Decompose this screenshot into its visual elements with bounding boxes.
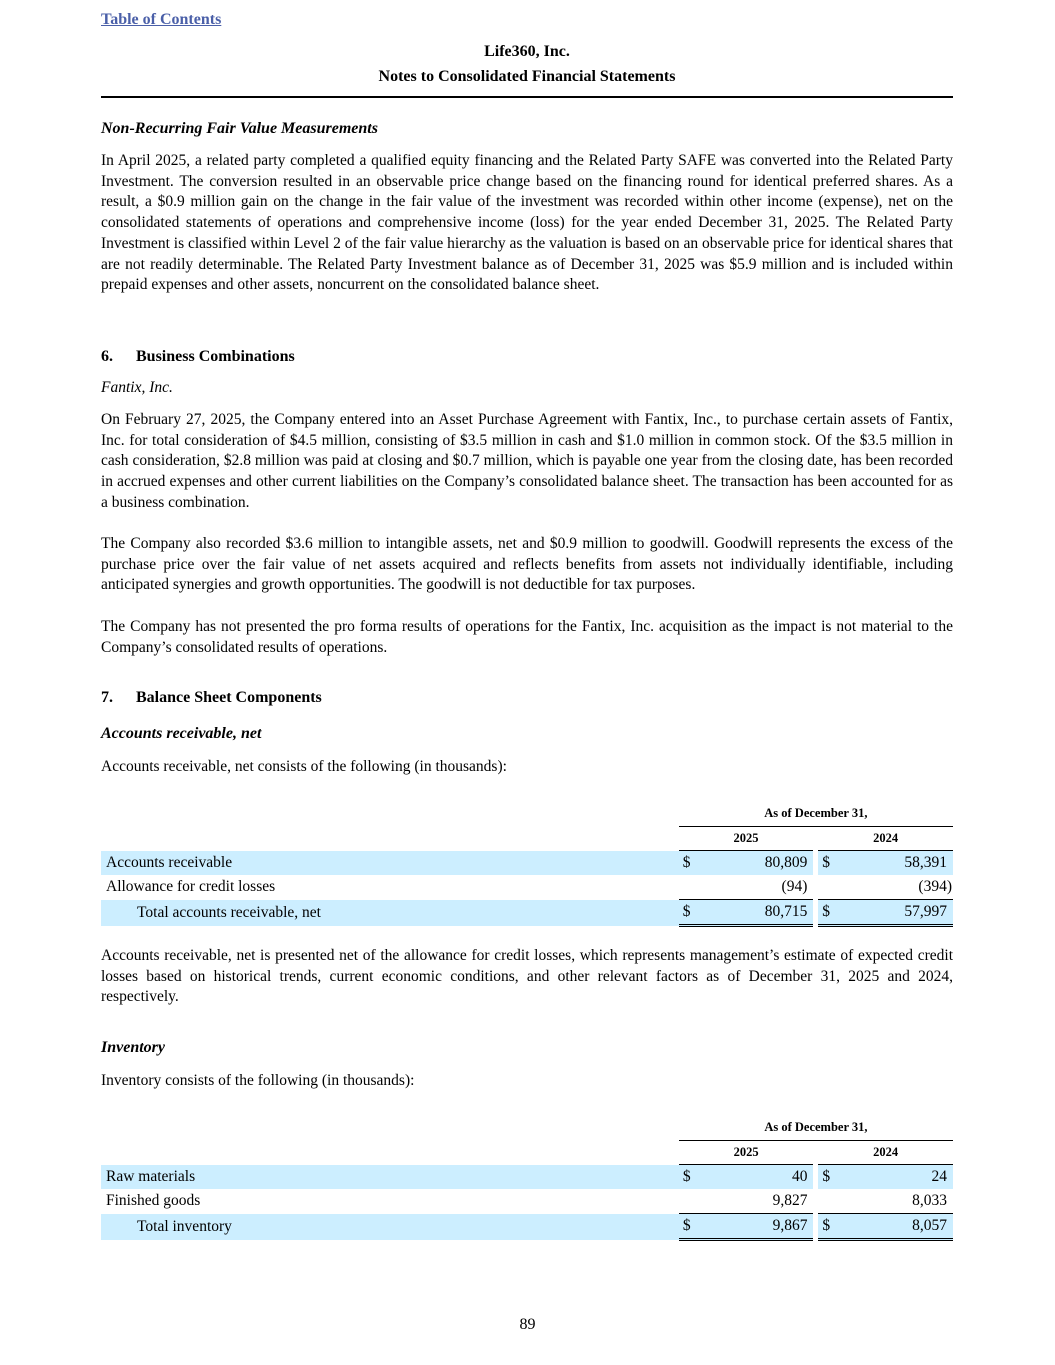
section-6-paragraph-1: On February 27, 2025, the Company entered into an Asset Purchase Agreement with Fantix, Inc., to purchase certain assets of Fantix, Inc. for total consideration of $4.5 million, consisting of $3.5 million in cash and $1.0 million in common stock. Of the $3.5 million in cash consideration, $2.8 million was paid at closing and $0.7 million, which is payable one year from the closing date, has been recorded in accrued expenses and other current liabilities on the Company’s consolidated balance sheet. The transaction has been accounted for as a business combination.	[101, 411, 953, 511]
value-2024: 57,997	[842, 900, 953, 926]
value-2025: 9,827	[772, 1192, 808, 1209]
table-of-contents-link[interactable]: Table of Contents	[101, 11, 222, 28]
section-6-heading: 6. Business Combinations	[101, 348, 295, 365]
value-2025: (94)	[781, 878, 808, 895]
value-2024: (394)	[918, 878, 952, 895]
currency-symbol: $	[679, 900, 703, 926]
currency-symbol: $	[679, 851, 703, 876]
value-2025: 80,809	[702, 851, 813, 876]
row-label: Finished goods	[106, 1192, 201, 1210]
currency-symbol: $	[679, 1214, 703, 1240]
value-2025: 9,867	[703, 1214, 814, 1240]
group-header: As of December 31,	[679, 1116, 953, 1140]
inventory-table	[101, 1116, 953, 1241]
page-number: 89	[519, 1316, 536, 1333]
company-name: Life360, Inc.	[484, 43, 570, 60]
currency-symbol: $	[818, 1214, 842, 1240]
ar-note: Accounts receivable, net is presented net of the allowance for credit losses, which represents management’s estimate of expected credit losses based on historical trends, current economic conditions, and other relevant factors as of December 31, 2025 and 2024, respectively.	[101, 947, 953, 1006]
value-2024: 8,057	[842, 1214, 953, 1240]
inventory-heading: Inventory	[101, 1039, 165, 1056]
value-2024: 58,391	[842, 851, 953, 876]
table-group-header-row	[101, 802, 953, 826]
table-row	[101, 875, 953, 900]
nonrecurring-heading: Non-Recurring Fair Value Measurements	[101, 120, 378, 137]
column-header-2025: 2025	[733, 1144, 759, 1159]
row-label: Total inventory	[101, 1214, 679, 1240]
table-row-total	[101, 900, 953, 926]
section-7-heading: 7. Balance Sheet Components	[101, 689, 322, 706]
currency-symbol: $	[818, 900, 842, 926]
currency-symbol: $	[818, 851, 842, 876]
table-row	[101, 1189, 953, 1214]
table-row	[101, 1165, 953, 1190]
accounts-receivable-table	[101, 802, 953, 927]
table-group-header-row	[101, 1116, 953, 1140]
table-row-total	[101, 1214, 953, 1240]
row-label: Total accounts receivable, net	[101, 900, 679, 926]
header-divider	[101, 96, 953, 98]
group-header: As of December 31,	[679, 802, 953, 826]
column-header-2025: 2025	[733, 830, 759, 845]
inventory-intro: Inventory consists of the following (in thousands):	[101, 1072, 415, 1089]
value-2025: 80,715	[702, 900, 813, 926]
column-header-2024: 2024	[873, 830, 899, 845]
fantix-subheading: Fantix, Inc.	[101, 379, 173, 396]
row-label: Allowance for credit losses	[106, 878, 276, 896]
ar-intro: Accounts receivable, net consists of the following (in thousands):	[101, 758, 507, 775]
section-6-paragraph-2: The Company also recorded $3.6 million to intangible assets, net and $0.9 million to goodwill. Goodwill represents the excess of the purchase price over the fair value of net assets acquired and reflects benefits from assets not individually identifiable, including anticipated synergies and growth opportunities. The goodwill is not deductible for tax purposes.	[101, 535, 953, 594]
value-2024: 8,033	[912, 1192, 947, 1209]
nonrecurring-paragraph: In April 2025, a related party completed a qualified equity financing and the Related Party SAFE was converted into the Related Party Investment. The conversion resulted in an observable price change based on the financing round for identical preferred shares. As a result, a $0.9 million gain on the change in the fair value of the investment was recorded within other income (expense), net on the consolidated statements of operations and comprehensive income (loss) for the year ended December 31, 2025. The Related Party Investment is classified within Level 2 of the fair value hierarchy as the valuation is based on an observable price for identical shares that are not readily determinable. The Related Party Investment balance as of December 31, 2025 was $5.9 million and is included within prepaid expenses and other assets, noncurrent on the consolidated balance sheet.	[101, 152, 953, 294]
currency-symbol: $	[818, 1165, 842, 1190]
section-6-paragraph-3: The Company has not presented the pro forma results of operations for the Fantix, Inc. acquisition as the impact is not material to the Company’s consolidated results of operations.	[101, 618, 953, 656]
table-column-header-row	[101, 1140, 953, 1165]
table-row	[101, 851, 953, 876]
column-header-2024: 2024	[873, 1144, 899, 1159]
row-label: Raw materials	[101, 1165, 679, 1190]
page-title: Notes to Consolidated Financial Statements	[378, 68, 676, 85]
currency-symbol: $	[679, 1165, 703, 1190]
ar-heading: Accounts receivable, net	[101, 725, 262, 742]
table-column-header-row	[101, 826, 953, 851]
row-label: Accounts receivable	[101, 851, 679, 876]
value-2025: 40	[703, 1165, 814, 1190]
value-2024: 24	[842, 1165, 953, 1190]
